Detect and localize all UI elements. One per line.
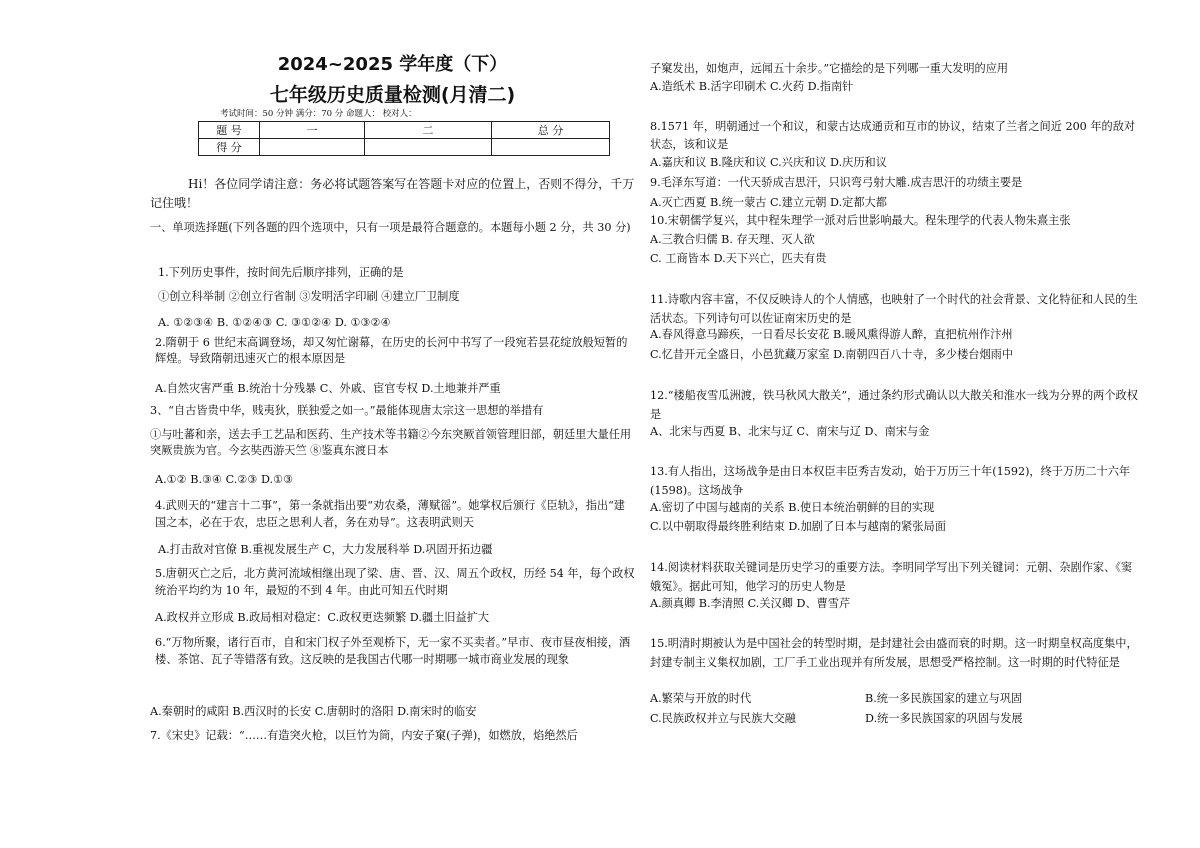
question-7-options: A.造纸术 B.活字印刷术 C.火药 D.指南针 xyxy=(650,80,854,93)
question-9-options: A.灭亡西夏 B.统一蒙古 C.建立元朝 D.定都大都 xyxy=(650,196,887,209)
table-row xyxy=(199,122,610,139)
table-cell: 得 分 xyxy=(199,139,260,156)
question-3-options: A.①② B.③④ C.②③ D.①③ xyxy=(155,473,294,486)
question-4-stem: 4.武则天的“建言十二事”，第一条就指出要“劝农桑，薄赋徭”。她掌权后颁行《臣轨》，指出“建国之本，必在于农，忠臣之思利人者，务在劝导”。这表明武则天 xyxy=(155,499,625,529)
table-cell: 一 xyxy=(260,122,365,139)
question-10-options-1: A.三教合归儒 B. 存天理、灭人欲 xyxy=(650,233,815,246)
table-cell xyxy=(492,139,610,156)
question-15-option-c: C.民族政权并立与民族大交融 xyxy=(650,712,796,725)
question-5-stem: 5.唐朝灭亡之后，北方黄河流域相继出现了梁、唐、晋、汉、周五个政权，历经 54 年，每个政权统治平均约为 10 年，最短的不到 4 年。由此可知五代时期 xyxy=(155,567,635,597)
question-11-stem: 11.诗歌内容丰富，不仅反映诗人的个人情感，也映射了一个时代的社会背景、文化特征和人民的生活状态。下列诗句可以佐证南宋历史的是 xyxy=(650,293,1138,325)
question-3-stem: 3、“自古皆贵中华，贱夷狄，朕独爱之如一。”最能体现唐太宗这一思想的举措有 xyxy=(150,404,544,417)
question-12-options: A、北宋与西夏 B、北宋与辽 C、南宋与辽 D、南宋与金 xyxy=(650,425,930,438)
question-8-stem: 8.1571 年，明朝通过一个和议，和蒙古达成通贡和互市的协议，结束了兰者之间近 200 年的敌对状态，该和议是 xyxy=(650,120,1136,151)
question-15-option-d: D.统一多民族国家的巩固与发展 xyxy=(865,712,1023,725)
question-8-options: A.嘉庆和议 B.隆庆和议 C.兴庆和议 D.庆历和议 xyxy=(650,156,887,169)
question-1-options: A. ①②③④ B. ①②④③ C. ③①②④ D. ①③②④ xyxy=(158,316,391,329)
question-6-options: A.秦朝时的咸阳 B.西汉时的长安 C.唐朝时的洛阳 D.南宋时的临安 xyxy=(150,705,477,718)
question-1-stem: 1.下列历史事件，按时间先后顺序排列，正确的是 xyxy=(158,266,404,279)
question-14-stem: 14.阅读材料获取关键词是历史学习的重要方法。李明同学写出下列关键词：元朝、杂剧作家、《窦娥冤》。据此可知，他学习的历史人物是 xyxy=(650,561,1133,593)
question-10-stem: 10.宋朝儒学复兴，其中程朱理学一派对后世影响最大。程朱理学的代表人物朱熹主张 xyxy=(650,214,1071,227)
question-3-items: ①与吐蕃和亲，送去手工艺品和医药、生产技术等书籍②今东突厥首领管理旧部，朝廷里大量任用突厥贵族为官。今玄奘西游天竺 ⑧鉴真东渡日本 xyxy=(150,428,632,457)
exam-title-year: 2024~2025 学年度（下） xyxy=(277,54,508,75)
question-7-stem-end: 子窠发出，如炮声，远闻五十余步。”它描绘的是下列哪一重大发明的应用 xyxy=(650,62,1009,75)
question-15-option-a: A.繁荣与开放的时代 xyxy=(650,692,752,705)
table-cell xyxy=(365,139,492,156)
question-15-stem: 15.明清时期被认为是中国社会的转型时期，是封建社会由盛而衰的时期。这一时期皇权高度集中，封建专制主义集权加剧，工厂手工业出现并有所发展，思想受严格控制。这一时期的时代特征是 xyxy=(650,637,1138,669)
question-10-options-2: C. 工商皆本 D.天下兴亡，匹夫有贵 xyxy=(650,252,827,265)
question-9-stem: 9.毛泽东写道：一代天骄成吉思汗，只识弯弓射大雕.成吉思汗的功绩主要是 xyxy=(650,176,1023,189)
score-table xyxy=(198,121,610,156)
question-12-stem: 12.“楼船夜雪瓜洲渡，铁马秋风大散关”，通过条约形式确认以大散关和淮水一线为分界的两个政权是 xyxy=(650,389,1138,421)
question-2-options: A.自然灾害严重 B.统治十分残暴 C、外戚、宦官专权 D.土地兼并严重 xyxy=(155,382,501,395)
table-cell xyxy=(260,139,365,156)
question-15-option-b: B.统一多民族国家的建立与巩固 xyxy=(865,692,1023,705)
question-7-stem-start: 7.《宋史》记载：“……有造突火枪，以巨竹为筒，内安子窠(子弹)，如燃放，焰绝然后 xyxy=(150,729,578,742)
table-cell: 题 号 xyxy=(199,122,260,139)
question-1-items: ①创立科举制 ②创立行省制 ③发明活字印刷 ④建立厂卫制度 xyxy=(158,290,460,303)
section-heading: 一、单项选择题(下列各题的四个选项中，只有一项是最符合题意的。本题每小题 2 分，共 30 分) xyxy=(150,221,631,234)
notice: Hi！各位同学请注意：务必将试题答案写在答题卡对应的位置上，否则不得分，千万记住哦！ xyxy=(150,177,635,210)
question-14-options: A.颜真卿 B.李清照 C.关汉卿 D、曹雪芹 xyxy=(650,597,851,610)
question-5-options: A.政权并立形成 B.政局相对稳定：C.政权更迭频繁 D.疆土旧益扩大 xyxy=(155,611,490,624)
exam-meta: 考试时间：50 分钟 满分：70 分 命题人： 校对人： xyxy=(220,109,417,119)
question-4-options: A.打击敌对官僚 B.重视发展生产 C，大力发展科举 D.巩固开拓边疆 xyxy=(158,543,493,556)
table-cell: 总 分 xyxy=(492,122,610,139)
exam-title: 七年级历史质量检测(月清二) xyxy=(269,84,516,106)
question-11-options-2: C.忆昔开元全盛日，小邑犹藏万家室 D.南朝四百八十寺，多少楼台烟雨中 xyxy=(650,348,1014,361)
question-13-options-1: A.密切了中国与越南的关系 B.使日本统治朝鲜的目的实现 xyxy=(650,501,935,514)
question-2-stem: 2.隋朝于 6 世纪末高调登场，却又匆忙谢幕，在历史的长河中书写了一段宛若昙花绽放般短暂的辉煌。导致隋朝迅速灭亡的根本原因是 xyxy=(155,336,628,365)
table-row xyxy=(199,139,610,156)
question-6-stem: 6.“万物所聚，诸行百市，自和宋门权子外至观桥下，无一家不买卖者。”早市、夜市昼夜相接，酒楼、茶馆、瓦子等错落有致。这反映的是我国古代哪一时期哪一城市商业发展的现象 xyxy=(155,636,631,666)
question-13-options-2: C.以中朝取得最终胜利结束 D.加剧了日本与越南的紧张局面 xyxy=(650,520,946,533)
question-11-options-1: A.春风得意马蹄疾，一日看尽长安花 B.暖风熏得游人醉，直把杭州作汴州 xyxy=(650,328,1013,341)
question-13-stem: 13.有人指出，这场战争是由日本权臣丰臣秀吉发动，始于万历三十年(1592)，终于万历二十六年(1598)。这场战争 xyxy=(650,465,1131,497)
table-cell: 二 xyxy=(365,122,492,139)
